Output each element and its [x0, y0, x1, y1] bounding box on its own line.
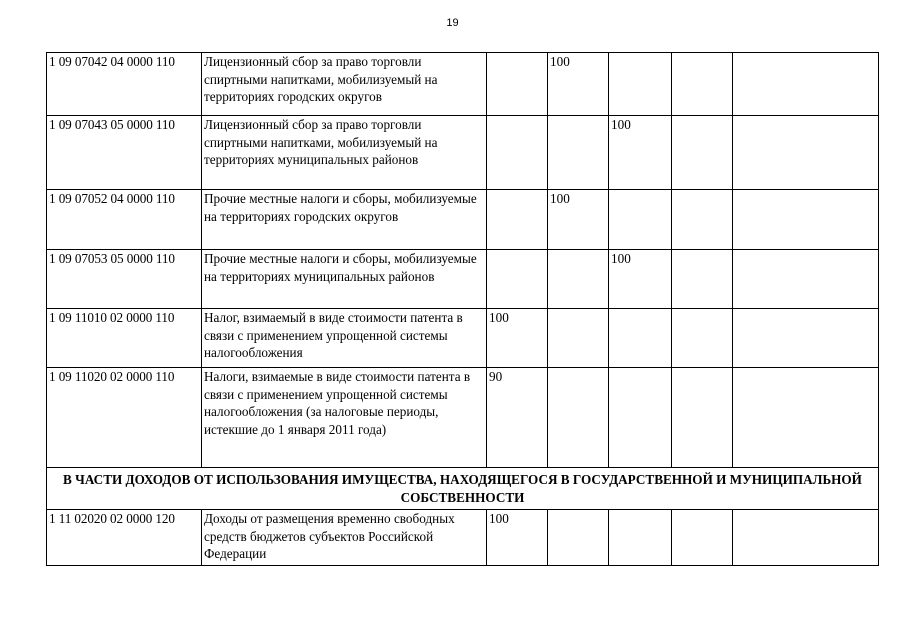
- revenue-name-cell: Лицензионный сбор за право торговли спиртными напитками, мобилизуемый на территориях муниципальных районов: [202, 116, 487, 190]
- revenue-code-cell: 1 09 11020 02 0000 110: [47, 368, 202, 468]
- table-row: [47, 116, 879, 190]
- revenue-code-cell: 1 11 02020 02 0000 120: [47, 510, 202, 566]
- section-title: В ЧАСТИ ДОХОДОВ ОТ ИСПОЛЬЗОВАНИЯ ИМУЩЕСТВА, НАХОДЯЩЕГОСЯ В ГОСУДАРСТВЕННОЙ И МУНИЦИПАЛЬНОЙ СОБСТВЕННОСТИ: [47, 468, 879, 510]
- percent-cell-4: [672, 53, 733, 116]
- percent-cell-4: [672, 190, 733, 250]
- percent-cell-2: [548, 309, 609, 368]
- revenue-name-cell: Прочие местные налоги и сборы, мобилизуемые на территориях муниципальных районов: [202, 250, 487, 309]
- percent-cell-5: [733, 309, 879, 368]
- revenue-code-cell: 1 09 07052 04 0000 110: [47, 190, 202, 250]
- percent-cell-3: [609, 510, 672, 566]
- section-header-row: [47, 468, 879, 510]
- revenue-code-cell: 1 09 07043 05 0000 110: [47, 116, 202, 190]
- revenue-code-cell: 1 09 11010 02 0000 110: [47, 309, 202, 368]
- revenue-name-cell: Налог, взимаемый в виде стоимости патента в связи с применением упрощенной системы налогообложения: [202, 309, 487, 368]
- percent-cell-5: [733, 250, 879, 309]
- revenue-name-cell: Лицензионный сбор за право торговли спиртными напитками, мобилизуемый на территориях городских округов: [202, 53, 487, 116]
- revenue-name-cell: Прочие местные налоги и сборы, мобилизуемые на территориях городских округов: [202, 190, 487, 250]
- percent-cell-1: [487, 53, 548, 116]
- percent-cell-1: 90: [487, 368, 548, 468]
- revenue-name-cell: Налоги, взимаемые в виде стоимости патента в связи с применением упрощенной системы налогообложения (за налоговые периоды, истекшие до 1 января 2011 года): [202, 368, 487, 468]
- revenue-code-cell: 1 09 07053 05 0000 110: [47, 250, 202, 309]
- percent-cell-3: [609, 309, 672, 368]
- percent-cell-5: [733, 116, 879, 190]
- page-number: 19: [446, 17, 459, 29]
- percent-cell-1: [487, 190, 548, 250]
- percent-cell-2: [548, 250, 609, 309]
- percent-cell-4: [672, 510, 733, 566]
- percent-cell-4: [672, 116, 733, 190]
- percent-cell-3: [609, 368, 672, 468]
- table-body: [47, 53, 879, 566]
- table-row: [47, 309, 879, 368]
- percent-cell-3: [609, 190, 672, 250]
- percent-cell-4: [672, 309, 733, 368]
- percent-cell-5: [733, 368, 879, 468]
- table-row: [47, 250, 879, 309]
- revenue-name-cell: Доходы от размещения временно свободных средств бюджетов субъектов Российской Федерации: [202, 510, 487, 566]
- percent-cell-4: [672, 250, 733, 309]
- table-row: [47, 190, 879, 250]
- percent-cell-5: [733, 190, 879, 250]
- table-row: [47, 368, 879, 468]
- percent-cell-2: [548, 368, 609, 468]
- percent-cell-2: 100: [548, 53, 609, 116]
- percent-cell-3: [609, 53, 672, 116]
- percent-cell-5: [733, 53, 879, 116]
- percent-cell-2: [548, 510, 609, 566]
- percent-cell-1: 100: [487, 510, 548, 566]
- percent-cell-1: [487, 116, 548, 190]
- percent-cell-5: [733, 510, 879, 566]
- revenue-distribution-table: [46, 52, 879, 566]
- percent-cell-2: 100: [548, 190, 609, 250]
- percent-cell-3: 100: [609, 116, 672, 190]
- table-row: [47, 510, 879, 566]
- percent-cell-1: [487, 250, 548, 309]
- percent-cell-4: [672, 368, 733, 468]
- table-row: [47, 53, 879, 116]
- revenue-code-cell: 1 09 07042 04 0000 110: [47, 53, 202, 116]
- percent-cell-1: 100: [487, 309, 548, 368]
- percent-cell-3: 100: [609, 250, 672, 309]
- percent-cell-2: [548, 116, 609, 190]
